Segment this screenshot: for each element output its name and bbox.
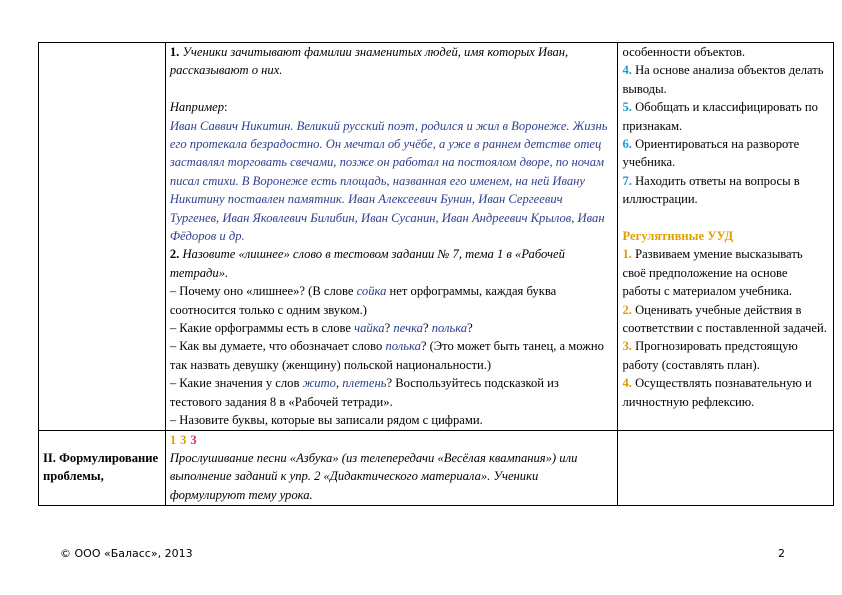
example-label: Например: (169, 100, 228, 115)
stage-cell (39, 43, 166, 431)
uud-item: 4. Осуществлять познавательную и личностную рефлексию. (622, 376, 812, 409)
activity-text: Прослушивание песни «Азбука» (из телепередачи «Весёлая квампания») или выполнение заданий к упр. 2 «Дидактического материала». Ученики формулируют тему урока. (169, 450, 578, 502)
regulative-uud-title: Регулятивные УУД (622, 229, 734, 244)
activity-cell (165, 43, 618, 431)
question-5: – Назовите буквы, которые вы записали рядом с цифрами. (169, 413, 483, 428)
table-row (39, 43, 834, 431)
question-1: – Почему оно «лишнее»? (В слове сойка нет орфограммы, каждая буква соотносится только с одним звуком.) (169, 284, 557, 317)
question-3: – Как вы думаете, что обозначает слово полька? (Это может быть танец, а можно так назвать девушку (женщину) польской национальности.) (169, 339, 604, 372)
uud-item: 4. На основе анализа объектов делать выводы. (622, 63, 824, 96)
paragraph-1: 1. Ученики зачитывают фамилии знаменитых людей, имя которых Иван, рассказывают о них. (169, 45, 569, 78)
lesson-table (38, 42, 834, 506)
uud-item: 6. Ориентироваться на развороте учебника. (622, 137, 800, 170)
uud-line: особенности объектов. (622, 45, 746, 59)
footer-copyright: © ООО «Баласс», 2013 (60, 547, 193, 560)
uud-item: 5. Обобщать и классифицировать по признакам. (622, 100, 818, 133)
slide-numbers (170, 431, 614, 449)
table-row (39, 430, 834, 505)
page-number: 2 (778, 547, 785, 560)
slide-number: 1 (169, 432, 177, 447)
uud-item: 3. Прогнозировать предстоящую работу (составлять план). (622, 339, 798, 372)
slide-number: 3 (190, 432, 197, 447)
stage-title: II. Формулирование проблемы, (43, 450, 159, 483)
activity-cell (165, 430, 618, 505)
example-text: Иван Саввич Никитин. Великий русский поэт, родился и жил в Воронеже. Жизнь его протекала безрадостно. Он мечтал об учёбе, а уже в раннем детстве отец заставлял торговать свечами, позже он работал на постоялом дворе, по ночам писал стихи. В Воронеже есть площадь, названная его именем, на ней Ивану Никитину поставлен памятник. Иван Алексеевич Бунин, Иван Сергеевич Тургенев, Иван Яковлевич Билибин, Иван Сусанин, Иван Андреевич Крылов, Иван Фёдоров и др. (169, 118, 608, 244)
uud-cell (618, 430, 834, 505)
stage-title-cell (39, 430, 166, 505)
uud-item: 7. Находить ответы на вопросы в иллюстрации. (622, 173, 800, 207)
slide-number: 3 (180, 432, 187, 447)
question-2: – Какие орфограммы есть в слове чайка? печка? полька? (169, 321, 473, 336)
uud-item: 1. Развиваем умение высказывать своё предположение на основе работы с материалом учебника. (622, 247, 803, 299)
paragraph-2: 2. Назовите «лишнее» слово в тестовом задании № 7, тема 1 в «Рабочей тетради». (169, 247, 565, 280)
uud-cell (618, 43, 834, 431)
uud-item: 2. Оценивать учебные действия в соответствии с поставленной задачей. (622, 302, 827, 336)
question-4: – Какие значения у слов жито, плетень? Воспользуйтесь подсказкой из тестового задания 8 в «Рабочей тетради». (169, 376, 559, 409)
